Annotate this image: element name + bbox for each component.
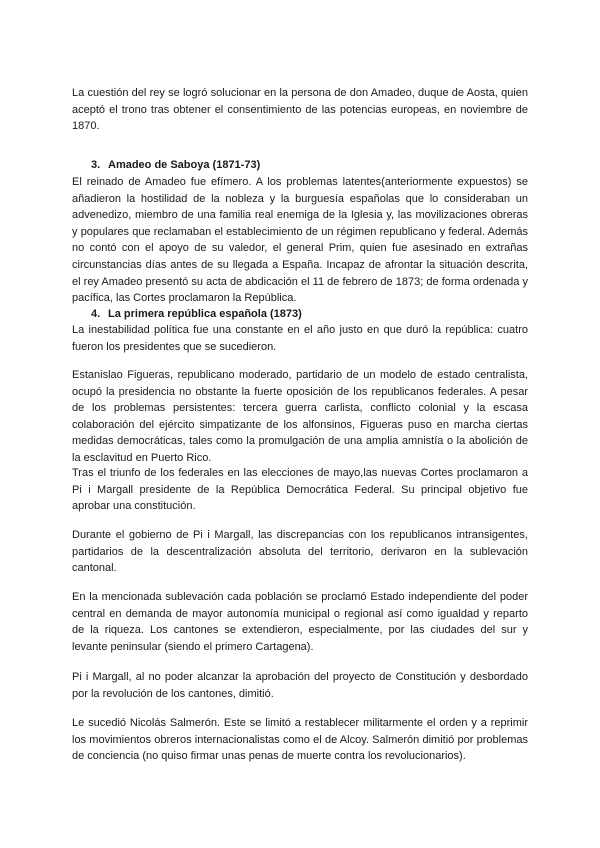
section-4-paragraph: Pi i Margall, al no poder alcanzar la aprobación del proyecto de Constitución y desbordado por la revolución de los cantones, dimitió. <box>72 671 528 700</box>
section-3-body: El reinado de Amadeo fue efímero. A los problemas latentes(anteriormente expuestos) se añadieron la hostilidad de la nobleza y la burguesía españolas que lo consideraban un advenedizo, miembro de una familia real enemiga de la Iglesia y, las movilizaciones obreras y populares que reclamaban el establecimiento de un régimen republicano y federal. Además no contó con el apoyo de su valedor, el general Prim, quien fue asesinado en extrañas circunstancias días antes de su llegada a España. Incapaz de afrontar la situación descrita, el rey Amadeo presentó su acta de abdicación el 11 de febrero de 1873; de forma ordenada y pacífica, las Cortes proclamaron la República. <box>72 176 528 305</box>
section-3-heading <box>91 157 260 173</box>
intro-paragraph: La cuestión del rey se logró solucionar en la persona de don Amadeo, duque de Aosta, quien aceptó el trono tras obtener el consentimiento de las potencias europeas, en noviembre de 1870. <box>72 87 528 133</box>
section-4-heading <box>91 306 302 322</box>
section-4-paragraph: Le sucedió Nicolás Salmerón. Este se limitó a restablecer militarmente el orden y a reprimir los movimientos obreros internacionalistas como el de Alcoy. Salmerón dimitió por problemas de conciencia (no quiso firmar unas penas de muerte contra los revolucionarios). <box>72 717 528 763</box>
section-4-title: La primera república española (1873) <box>108 308 302 320</box>
section-4-paragraph: En la mencionada sublevación cada población se proclamó Estado independiente del poder central en demanda de mayor autonomía municipal o regional así como igualdad y reparto de la riqueza. Los cantones se extendieron, especialmente, por las ciudades del sur y levante peninsular (siendo el primero Cartagena). <box>72 591 528 653</box>
section-4-number: 4. <box>91 308 101 320</box>
section-3-title: Amadeo de Saboya (1871-73) <box>108 159 261 171</box>
section-4-paragraph: Estanislao Figueras, republicano moderado, partidario de un modelo de estado centralista, ocupó la presidencia no obstante la fuerte oposición de los republicanos federales. A pesar de los problemas persistentes: tercera guerra carlista, conflicto colonial y la escasa colaboración del ejército simpatizante de los alfonsinos, Figueras puso en marcha ciertas medidas democráticas, tales como la promulgación de una amplia amnistía o la abolición de la esclavitud en Puerto Rico. <box>72 369 528 464</box>
section-4-paragraph: La inestabilidad política fue una constante en el año justo en que duró la república: cuatro fueron los presidentes que se sucedieron. <box>72 324 528 353</box>
section-4-paragraph: Tras el triunfo de los federales en las elecciones de mayo,las nuevas Cortes proclamaron a Pi i Margall presidente de la República Democrática Federal. Su principal objetivo fue aprobar una constitución. <box>72 467 528 513</box>
section-4-paragraph: Durante el gobierno de Pi i Margall, las discrepancias con los republicanos intransigentes, partidarios de la descentralización absoluta del territorio, derivaron en la sublevación cantonal. <box>72 529 528 575</box>
section-3-number: 3. <box>91 159 101 171</box>
